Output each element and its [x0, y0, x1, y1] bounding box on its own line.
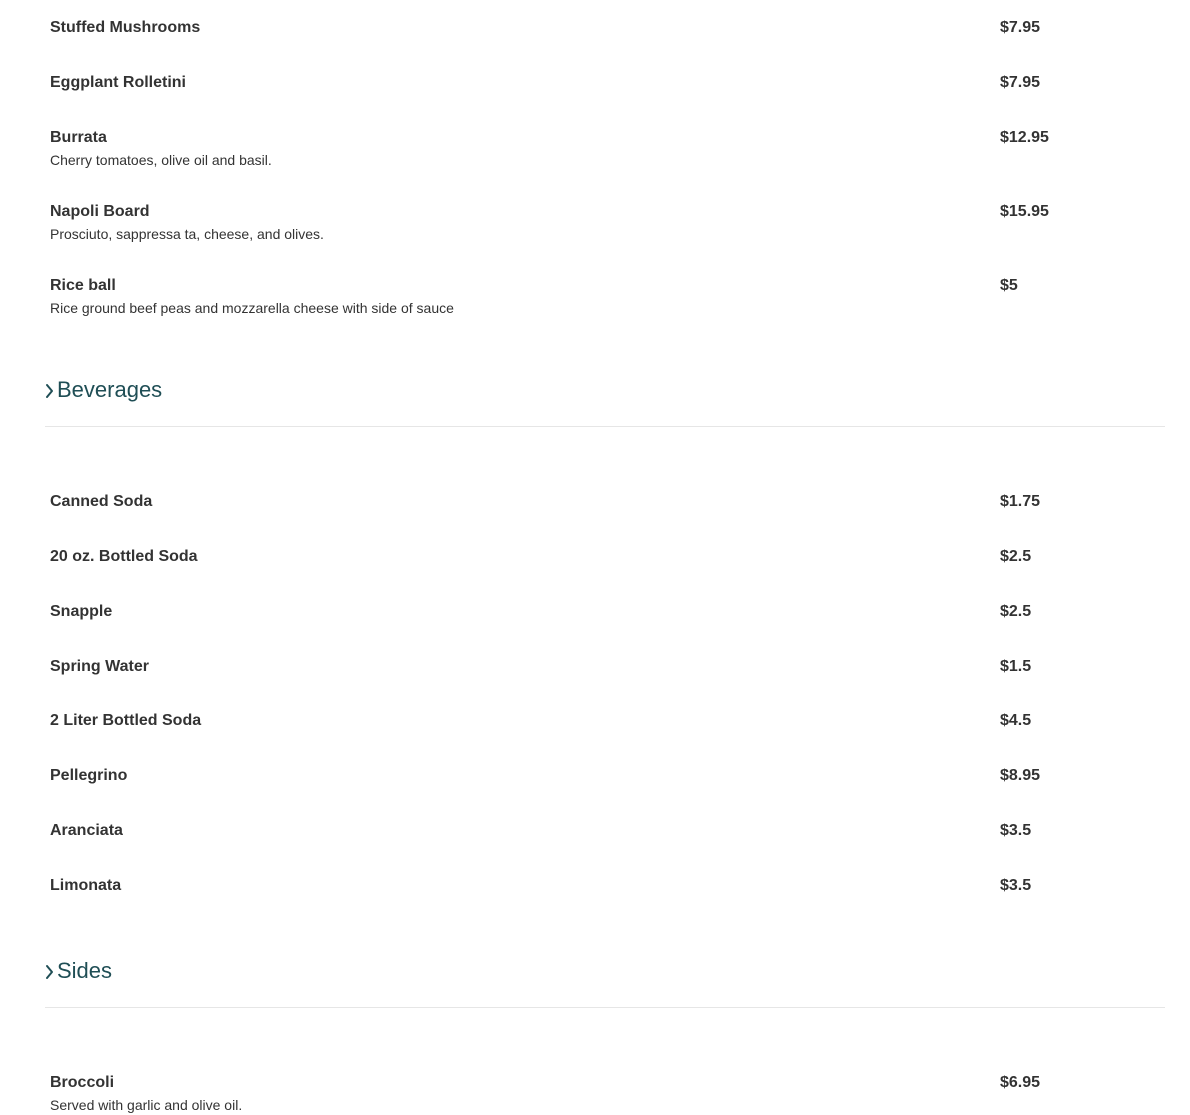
item-price: $15.95: [1000, 203, 1049, 220]
item-price: $4.5: [1000, 712, 1032, 729]
item-name: Snapple: [50, 603, 113, 620]
item-name: Pellegrino: [50, 767, 128, 784]
section-header-sides[interactable]: [45, 955, 1165, 995]
item-description: Prosciuto, sappressa ta, cheese, and olives.: [50, 226, 324, 242]
item-name: 2 Liter Bottled Soda: [50, 712, 202, 729]
item-price: $1.75: [1000, 493, 1041, 510]
item-price: $6.95: [1000, 1074, 1041, 1091]
chevron-right-icon: [45, 383, 54, 399]
item-name: 20 oz. Bottled Soda: [50, 548, 198, 565]
chevron-right-icon: [45, 964, 54, 980]
item-name: Spring Water: [50, 658, 149, 675]
item-name: Broccoli: [50, 1074, 115, 1091]
item-price: $7.95: [1000, 74, 1041, 91]
item-price: $2.5: [1000, 548, 1032, 565]
item-price: $1.5: [1000, 658, 1032, 675]
section-title: Beverages: [57, 377, 163, 402]
item-description: Served with garlic and olive oil.: [50, 1097, 243, 1113]
item-description: Rice ground beef peas and mozzarella cheese with side of sauce: [50, 300, 454, 316]
item-name: Canned Soda: [50, 493, 153, 510]
item-price: $2.5: [1000, 603, 1032, 620]
item-price: $3.5: [1000, 822, 1032, 839]
section-title: Sides: [57, 958, 113, 983]
item-name: Burrata: [50, 129, 107, 146]
item-price: $7.95: [1000, 19, 1041, 36]
item-name: Rice ball: [50, 277, 116, 294]
section-divider: [45, 1007, 1165, 1008]
section-divider: [45, 426, 1165, 427]
item-name: Eggplant Rolletini: [50, 74, 186, 91]
item-description: Cherry tomatoes, olive oil and basil.: [50, 152, 272, 168]
item-name: Limonata: [50, 877, 122, 894]
item-name: Aranciata: [50, 822, 123, 839]
item-name: Napoli Board: [50, 203, 150, 220]
item-price: $3.5: [1000, 877, 1032, 894]
item-name: Stuffed Mushrooms: [50, 19, 201, 36]
item-price: $8.95: [1000, 767, 1041, 784]
item-price: $5: [1000, 277, 1018, 294]
section-header-beverages[interactable]: [45, 374, 1165, 414]
item-price: $12.95: [1000, 129, 1049, 146]
